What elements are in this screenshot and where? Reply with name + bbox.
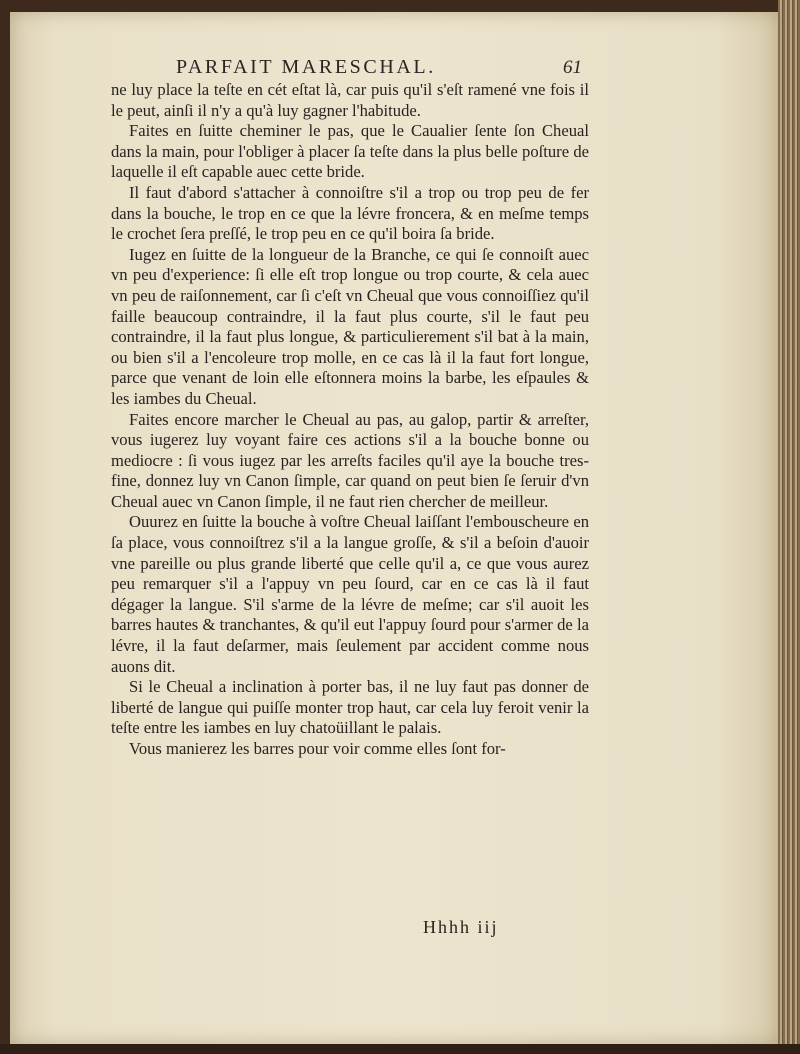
book-bottom-edge	[0, 1044, 800, 1054]
paragraph: Faites en ſuitte cheminer le pas, que le Caualier ſente ſon Cheual dans la main, pour l'obliger à placer ſa teſte dans la plus belle poſture de laquelle il eſt capable auec cette bride.	[111, 121, 589, 182]
page-number: 61	[563, 57, 582, 78]
paragraph: Il faut d'abord s'attacher à connoiſtre s'il a trop ou trop peu de fer dans la bouche, le trop en ce que la lévre froncera, & en meſme temps le crochet ſera preſſé, le trop peu en ce qu'il boira ſa bride.	[111, 182, 589, 244]
paragraph: Ouurez en ſuitte la bouche à voſtre Cheual laiſſant l'embouscheure en ſa place, vous connoiſtrez s'il a la langue groſſe, & s'il a beſoin d'auoir vne pareille ou plus grande liberté que celle qu'il a, ce que vous aurez peu remarquer s'il a l'appuy vn peu ſourd, car en ce cas là il faut dégager la langue. S'il s'arme de la lévre de meſme; car s'il auoit les barres hautes & tranchantes, & qu'il eut l'appuy ſourd pour s'armer de la lévre, il la faut deſarmer, mais ſeulement par accident comme nous auons dit.	[111, 512, 589, 676]
signature-mark: Hhhh iij	[423, 917, 499, 937]
page-header	[0, 56, 800, 82]
paragraph: Si le Cheual a inclination à porter bas, il ne luy faut pas donner de liberté de langue qui puiſſe monter trop haut, car cela luy feroit venir la teſte entre les iambes en luy chatoüillant le palais.	[111, 677, 589, 738]
running-title: PARFAIT MARESCHAL.	[176, 56, 436, 78]
paragraph: Iugez en ſuitte de la longueur de la Branche, ce qui ſe connoiſt auec vn peu d'experience: ſi elle eſt trop longue ou trop courte, & cela auec vn peu de raiſonnement, car ſi c'eſt vn Cheual que vous connoiſſiez qu'il faille beaucoup contraindre, il la faut plus courte, s'il le faut peu contraindre, il la faut plus longue, & particulierement s'il bat à la main, ou bien s'il a l'encoleure trop molle, en ce cas là il la faut fort longue, parce que venant de loin elle eſtonnera moins la barbe, les eſpaules & les iambes du Cheual.	[111, 244, 589, 408]
body-text	[111, 80, 589, 760]
page-edges	[778, 0, 800, 1054]
paragraph: ne luy place la teſte en cét eſtat là, car puis qu'il s'eſt ramené vne fois il le peut, ainſi il n'y a qu'à luy gagner l'habitude.	[111, 80, 589, 120]
paragraph: Vous manierez les barres pour voir comme elles ſont for-	[129, 739, 506, 758]
paragraph: Faites encore marcher le Cheual au pas, au galop, partir & arreſter, vous iugerez luy voyant faire ces actions s'il a la bouche bonne ou mediocre : ſi vous iugez par les arreſts faciles qu'il aye la bouche tres-fine, donnez luy vn Canon ſimple, car quand on peut bien ſe ſeruir d'vn Cheual auec vn Canon ſimple, il ne faut rien chercher de meilleur.	[111, 409, 589, 511]
